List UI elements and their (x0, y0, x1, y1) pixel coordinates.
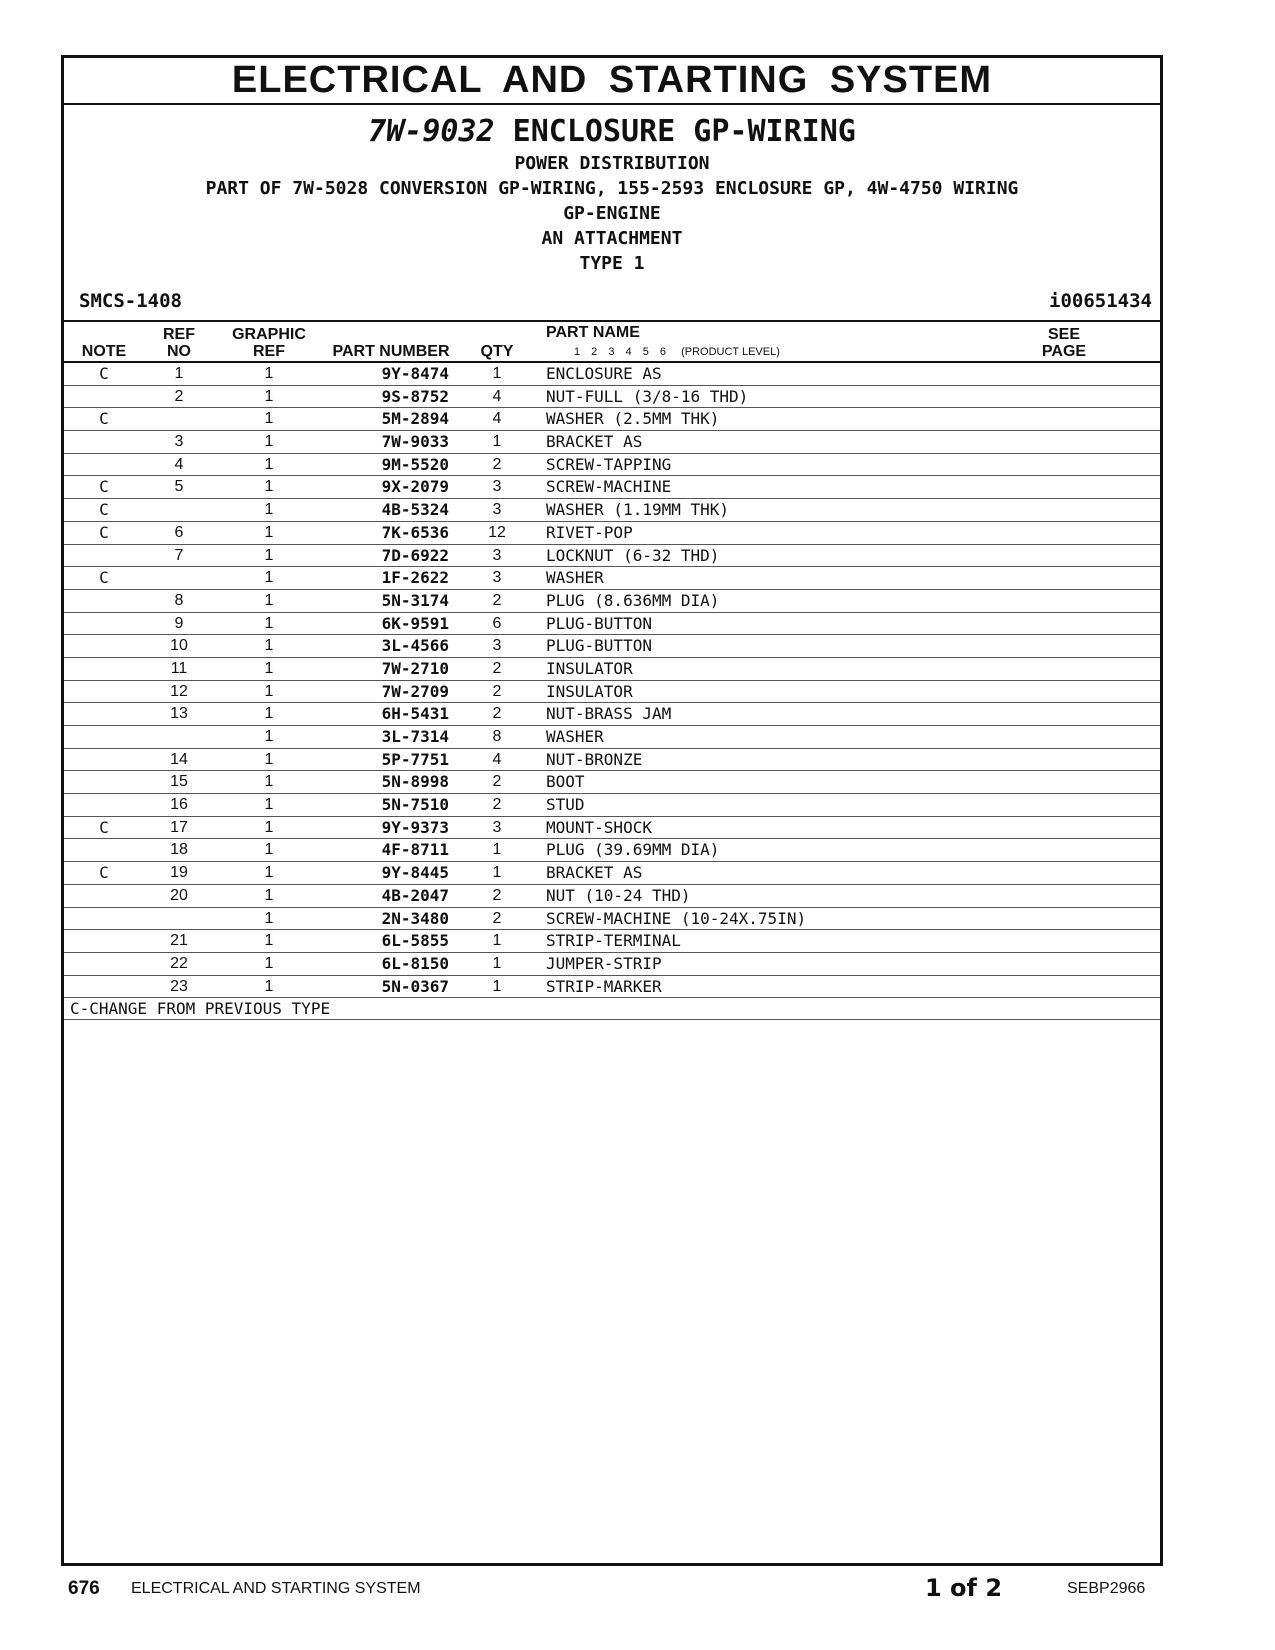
note-cell: C (99, 364, 109, 383)
ref-no-cell: 9 (174, 614, 184, 632)
part-name-cell: SCREW-MACHINE (546, 477, 672, 497)
product-level-numbers: 1 2 3 4 5 6 (574, 346, 666, 358)
table-header (64, 322, 1160, 363)
graphic-ref-cell: 1 (264, 841, 274, 859)
group-part-number: 7W-9032 (368, 114, 495, 149)
graphic-ref-cell: 1 (264, 932, 274, 950)
qty-cell: 2 (492, 659, 502, 677)
ref-no-cell: 5 (174, 478, 184, 496)
note-cell: C (99, 500, 109, 520)
note-cell: C (99, 409, 109, 429)
part-number-cell: 9S-8752 (381, 386, 449, 406)
product-levels (574, 346, 780, 358)
part-number-cell: 4B-2047 (381, 885, 449, 905)
qty-cell: 2 (492, 796, 502, 814)
table-row (64, 408, 1160, 431)
graphic-ref-cell: 1 (264, 546, 274, 564)
ref-no-cell: 2 (174, 387, 184, 405)
table-row (64, 499, 1160, 522)
graphic-ref-cell: 1 (264, 455, 274, 473)
note-cell: C (99, 568, 109, 588)
part-number-cell: 4B-5324 (381, 500, 449, 520)
part-name-cell: INSULATOR (546, 681, 633, 701)
qty-cell: 1 (492, 365, 502, 382)
part-number-cell: 6L-8150 (381, 953, 449, 973)
part-number-cell: 9X-2079 (381, 477, 449, 497)
table-row (64, 771, 1160, 794)
part-number-cell: 2N-3480 (381, 908, 449, 928)
table-row (64, 817, 1160, 840)
part-name-cell: WASHER (546, 568, 604, 588)
part-name-cell: PLUG-BUTTON (546, 636, 652, 656)
page-number: 676 (68, 1578, 100, 1599)
graphic-ref-cell: 1 (264, 750, 274, 768)
note-cell: C (99, 863, 109, 883)
graphic-ref-cell: 1 (264, 954, 274, 972)
qty-cell: 3 (492, 637, 502, 655)
ref-no-cell: 8 (174, 591, 184, 609)
part-name-cell: WASHER (2.5MM THK) (546, 409, 720, 429)
page-frame (61, 55, 1163, 1566)
col-part-name: PART NAME (546, 324, 640, 341)
table-row (64, 454, 1160, 477)
ref-no-cell: 14 (170, 750, 188, 768)
col-note: NOTE (81, 343, 127, 360)
graphic-ref-cell: 1 (264, 886, 274, 904)
part-number-cell: 1F-2622 (381, 568, 449, 588)
graphic-ref-cell: 1 (264, 478, 274, 496)
part-name-cell: PLUG-BUTTON (546, 613, 652, 633)
illustration-id: i00651434 (1049, 290, 1152, 312)
part-number-cell: 9M-5520 (381, 454, 449, 474)
parts-list (64, 363, 1160, 998)
graphic-ref-cell: 1 (264, 818, 274, 836)
table-row (64, 953, 1160, 976)
col-qty: QTY (480, 343, 514, 360)
part-name-cell: WASHER (1.19MM THK) (546, 500, 730, 520)
graphic-ref-cell: 1 (264, 705, 274, 723)
part-name-cell: PLUG (8.636MM DIA) (546, 590, 720, 610)
part-name-cell: JUMPER-STRIP (546, 953, 662, 973)
part-number-cell: 6L-5855 (381, 931, 449, 951)
qty-cell: 3 (492, 546, 502, 564)
heading-line-engine: GP-ENGINE (563, 203, 661, 224)
part-name-cell: STUD (546, 795, 585, 815)
footer-section: ELECTRICAL AND STARTING SYSTEM (131, 1580, 421, 1597)
col-ref-bottom: NO (167, 343, 191, 360)
graphic-ref-cell: 1 (264, 523, 274, 541)
ref-no-cell: 21 (170, 932, 188, 950)
graphic-ref-cell: 1 (264, 501, 274, 519)
ref-no-cell: 18 (170, 841, 188, 859)
qty-cell: 3 (492, 818, 502, 836)
ref-no-cell: 3 (174, 433, 184, 451)
part-number-cell: 7W-2710 (381, 658, 449, 678)
ref-no-cell: 15 (170, 773, 188, 791)
table-row (64, 862, 1160, 885)
table-row (64, 545, 1160, 568)
graphic-ref-cell: 1 (264, 637, 274, 655)
ref-no-cell: 17 (170, 818, 188, 836)
ref-no-cell: 11 (170, 659, 188, 677)
ref-no-cell: 22 (170, 954, 188, 972)
qty-cell: 4 (492, 750, 502, 768)
qty-cell: 1 (492, 864, 502, 882)
part-number-cell: 6K-9591 (381, 613, 449, 633)
part-number-cell: 3L-7314 (381, 727, 449, 746)
table-row (64, 726, 1160, 749)
qty-cell: 2 (492, 886, 502, 904)
part-name-cell: BOOT (546, 772, 585, 792)
part-number-cell: 7K-6536 (381, 522, 449, 542)
note-cell: C (99, 522, 109, 542)
table-row (64, 976, 1160, 999)
page-footer (0, 1568, 1275, 1608)
qty-cell: 4 (492, 387, 502, 405)
part-name-cell: SCREW-TAPPING (546, 454, 672, 474)
part-name-cell: NUT-BRONZE (546, 749, 643, 769)
product-level-label: (PRODUCT LEVEL) (681, 346, 780, 358)
col-graphic-top: GRAPHIC (232, 326, 306, 343)
graphic-ref-cell: 1 (264, 796, 274, 814)
group-header (64, 113, 1160, 322)
part-number-cell: 5M-2894 (381, 409, 449, 429)
col-ref-top: REF (163, 326, 195, 343)
graphic-ref-cell: 1 (264, 433, 274, 451)
qty-cell: 2 (492, 909, 502, 927)
graphic-ref-cell: 1 (264, 410, 274, 428)
part-number-cell: 5P-7751 (381, 749, 449, 769)
table-row (64, 885, 1160, 908)
col-see-top: SEE (1047, 326, 1080, 343)
table-row (64, 681, 1160, 704)
col-graphic-bottom: REF (253, 343, 285, 360)
ref-no-cell: 1 (174, 365, 184, 382)
qty-cell: 1 (492, 433, 502, 451)
graphic-ref-cell: 1 (264, 614, 274, 632)
part-name-cell: STRIP-MARKER (546, 976, 662, 996)
ref-no-cell: 19 (170, 864, 188, 882)
ref-no-cell: 23 (170, 977, 188, 995)
graphic-ref-cell: 1 (264, 365, 274, 382)
qty-cell: 1 (492, 841, 502, 859)
part-number-cell: 4F-8711 (381, 840, 449, 860)
part-name-cell: NUT-FULL (3/8-16 THD) (546, 386, 749, 406)
graphic-ref-cell: 1 (264, 387, 274, 405)
smcs-code: SMCS-1408 (79, 290, 182, 312)
table-row (64, 363, 1160, 386)
part-name-cell: INSULATOR (546, 658, 633, 678)
ref-no-cell: 10 (170, 637, 188, 655)
heading-line-part-of: PART OF 7W-5028 CONVERSION GP-WIRING, 155-2593 ENCLOSURE GP, 4W-4750 WIRING (205, 178, 1019, 199)
ref-no-cell: 6 (174, 523, 184, 541)
ref-no-cell: 7 (174, 546, 184, 564)
ref-no-cell: 20 (170, 886, 188, 904)
qty-cell: 8 (492, 728, 502, 745)
qty-cell: 2 (492, 682, 502, 700)
qty-cell: 2 (492, 705, 502, 723)
graphic-ref-cell: 1 (264, 864, 274, 882)
part-number-cell: 5N-8998 (381, 772, 449, 792)
table-row (64, 794, 1160, 817)
part-number-cell: 9Y-9373 (381, 817, 449, 837)
qty-cell: 2 (492, 773, 502, 791)
part-name-cell: NUT-BRASS JAM (546, 704, 672, 724)
part-name-cell: PLUG (39.69MM DIA) (546, 840, 720, 860)
document-id: SEBP2966 (1067, 1580, 1146, 1597)
col-part-number: PART NUMBER (332, 343, 450, 360)
part-number-cell: 5N-3174 (381, 590, 449, 610)
part-name-cell: NUT (10-24 THD) (546, 885, 691, 905)
qty-cell: 2 (492, 455, 502, 473)
page-of: 1 of 2 (925, 1574, 1003, 1602)
graphic-ref-cell: 1 (264, 909, 274, 927)
graphic-ref-cell: 1 (264, 728, 274, 745)
heading-line-type: TYPE 1 (579, 253, 645, 274)
graphic-ref-cell: 1 (264, 591, 274, 609)
part-number-cell: 5N-0367 (381, 976, 449, 996)
qty-cell: 3 (492, 569, 502, 587)
part-name-cell: ENCLOSURE AS (546, 364, 662, 383)
page-title: ELECTRICAL AND STARTING SYSTEM (64, 58, 1160, 105)
part-number-cell: 7D-6922 (381, 545, 449, 565)
note-cell: C (99, 817, 109, 837)
table-row (64, 703, 1160, 726)
ref-no-cell: 16 (170, 796, 188, 814)
qty-cell: 4 (492, 410, 502, 428)
table-row (64, 658, 1160, 681)
table-row (64, 635, 1160, 658)
part-name-cell: STRIP-TERMINAL (546, 931, 681, 951)
part-name-cell: BRACKET AS (546, 432, 643, 452)
note-legend: C-CHANGE FROM PREVIOUS TYPE (64, 998, 1160, 1020)
group-part-name: ENCLOSURE GP-WIRING (512, 114, 856, 149)
table-row (64, 522, 1160, 545)
table-row (64, 930, 1160, 953)
part-number-cell: 5N-7510 (381, 795, 449, 815)
table-row (64, 567, 1160, 590)
part-name-cell: SCREW-MACHINE (10-24X.75IN) (546, 908, 807, 928)
part-name-cell: RIVET-POP (546, 522, 633, 542)
table-row (64, 613, 1160, 636)
graphic-ref-cell: 1 (264, 977, 274, 995)
part-number-cell: 7W-9033 (381, 432, 449, 452)
part-number-cell: 9Y-8474 (381, 364, 449, 383)
table-row (64, 431, 1160, 454)
part-number-cell: 6H-5431 (381, 704, 449, 724)
table-row (64, 749, 1160, 772)
qty-cell: 1 (492, 977, 502, 995)
part-number-cell: 9Y-8445 (381, 863, 449, 883)
qty-cell: 1 (492, 932, 502, 950)
ref-no-cell: 4 (174, 455, 184, 473)
graphic-ref-cell: 1 (264, 659, 274, 677)
qty-cell: 3 (492, 501, 502, 519)
table-row (64, 476, 1160, 499)
col-see-bottom: PAGE (1041, 343, 1087, 360)
table-row (64, 839, 1160, 862)
part-name-cell: BRACKET AS (546, 863, 643, 883)
heading-line-power: POWER DISTRIBUTION (514, 153, 710, 174)
qty-cell: 2 (492, 591, 502, 609)
table-row (64, 386, 1160, 409)
heading-line-attachment: AN ATTACHMENT (541, 228, 683, 249)
table-row (64, 908, 1160, 931)
part-number-cell: 3L-4566 (381, 636, 449, 656)
table-row (64, 590, 1160, 613)
graphic-ref-cell: 1 (264, 682, 274, 700)
ref-no-cell: 12 (170, 682, 188, 700)
part-name-cell: LOCKNUT (6-32 THD) (546, 545, 720, 565)
note-cell: C (99, 477, 109, 497)
graphic-ref-cell: 1 (264, 569, 274, 587)
part-number-cell: 7W-2709 (381, 681, 449, 701)
qty-cell: 1 (492, 954, 502, 972)
qty-cell: 6 (492, 614, 502, 632)
part-name-cell: WASHER (546, 727, 604, 746)
graphic-ref-cell: 1 (264, 773, 274, 791)
part-name-cell: MOUNT-SHOCK (546, 817, 652, 837)
group-heading (64, 113, 1160, 151)
qty-cell: 12 (488, 523, 506, 541)
ref-no-cell: 13 (170, 705, 188, 723)
qty-cell: 3 (492, 478, 502, 496)
